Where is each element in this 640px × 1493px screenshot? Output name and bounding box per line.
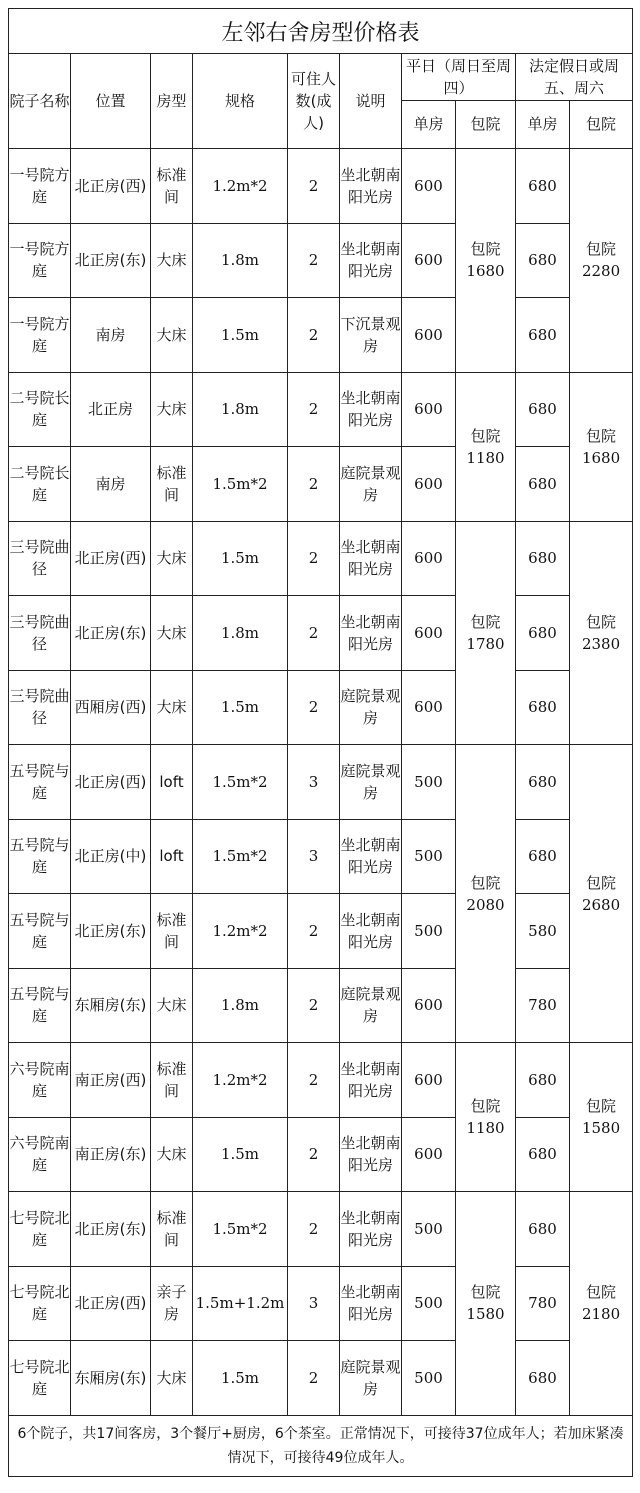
table-row [9,1266,633,1341]
cell-weekday-single: 600 [402,1043,456,1118]
cell-weekday-whole: 包院1580 [456,1192,516,1416]
table-row [9,372,633,447]
cell-weekday-single: 600 [402,372,456,447]
cell-capacity: 2 [288,447,340,522]
cell-room-type: 标准间 [151,447,193,522]
table-row [9,745,633,820]
cell-holiday-single: 680 [516,745,570,820]
table-row [9,298,633,373]
header-holiday: 法定假日或周五、周六 [516,54,633,101]
cell-holiday-single: 780 [516,968,570,1043]
cell-location: 东厢房(东) [71,1341,151,1416]
footer-note: 6个院子，共17间客房，3个餐厅+厨房，6个茶室。正常情况下，可接待37位成年人；若加床紧凑情况下，可接待49位成年人。 [9,1415,633,1476]
cell-spec: 1.5m*2 [193,745,288,820]
cell-location: 北正房(西) [71,521,151,596]
cell-location: 南房 [71,447,151,522]
cell-courtyard: 二号院长庭 [9,447,71,522]
cell-room-type: 大床 [151,298,193,373]
cell-capacity: 3 [288,1266,340,1341]
cell-spec: 1.8m [193,223,288,298]
table-row [9,1043,633,1118]
cell-holiday-whole: 包院2380 [570,521,633,745]
header-weekday-single: 单房 [402,100,456,148]
cell-capacity: 3 [288,819,340,894]
cell-weekday-single: 600 [402,223,456,298]
cell-weekday-whole: 包院1680 [456,149,516,373]
cell-description: 庭院景观房 [340,745,402,820]
table-row [9,1192,633,1267]
cell-holiday-single: 580 [516,894,570,969]
cell-courtyard: 五号院与庭 [9,819,71,894]
cell-holiday-whole: 包院2680 [570,745,633,1043]
cell-holiday-single: 680 [516,1117,570,1192]
cell-spec: 1.5m [193,670,288,745]
cell-holiday-single: 680 [516,298,570,373]
cell-description: 坐北朝南阳光房 [340,1043,402,1118]
cell-holiday-single: 680 [516,521,570,596]
cell-holiday-single: 680 [516,149,570,224]
cell-weekday-single: 500 [402,1192,456,1267]
cell-holiday-single: 680 [516,670,570,745]
cell-description: 坐北朝南阳光房 [340,372,402,447]
cell-weekday-single: 500 [402,819,456,894]
cell-courtyard: 一号院方庭 [9,149,71,224]
cell-capacity: 3 [288,745,340,820]
table-title: 左邻右舍房型价格表 [9,9,633,54]
header-holiday-single: 单房 [516,100,570,148]
cell-courtyard: 六号院南庭 [9,1117,71,1192]
cell-location: 北正房(西) [71,745,151,820]
cell-capacity: 2 [288,298,340,373]
cell-capacity: 2 [288,968,340,1043]
cell-courtyard: 七号院北庭 [9,1341,71,1416]
cell-capacity: 2 [288,1117,340,1192]
table-row [9,968,633,1043]
cell-spec: 1.2m*2 [193,149,288,224]
cell-weekday-single: 600 [402,447,456,522]
table-row [9,596,633,671]
cell-weekday-single: 600 [402,1117,456,1192]
cell-spec: 1.5m [193,1117,288,1192]
cell-weekday-single: 500 [402,1341,456,1416]
cell-description: 坐北朝南阳光房 [340,596,402,671]
cell-location: 南正房(东) [71,1117,151,1192]
cell-weekday-single: 500 [402,894,456,969]
cell-location: 东厢房(东) [71,968,151,1043]
cell-spec: 1.5m+1.2m [193,1266,288,1341]
cell-location: 北正房(东) [71,894,151,969]
cell-weekday-whole: 包院2080 [456,745,516,1043]
cell-room-type: 大床 [151,1117,193,1192]
cell-location: 南正房(西) [71,1043,151,1118]
header-weekday: 平日（周日至周四） [402,54,516,101]
header-courtyard: 院子名称 [9,54,71,149]
table-row [9,819,633,894]
cell-room-type: 亲子房 [151,1266,193,1341]
cell-courtyard: 三号院曲径 [9,670,71,745]
cell-location: 北正房 [71,372,151,447]
cell-capacity: 2 [288,894,340,969]
cell-description: 坐北朝南阳光房 [340,223,402,298]
cell-courtyard: 二号院长庭 [9,372,71,447]
cell-room-type: 大床 [151,372,193,447]
cell-spec: 1.8m [193,372,288,447]
cell-description: 坐北朝南阳光房 [340,149,402,224]
cell-weekday-whole: 包院1180 [456,1043,516,1192]
cell-spec: 1.2m*2 [193,894,288,969]
cell-room-type: 大床 [151,223,193,298]
cell-courtyard: 六号院南庭 [9,1043,71,1118]
cell-courtyard: 一号院方庭 [9,298,71,373]
cell-spec: 1.8m [193,968,288,1043]
cell-description: 坐北朝南阳光房 [340,1266,402,1341]
table-row [9,1117,633,1192]
cell-capacity: 2 [288,1192,340,1267]
cell-room-type: 标准间 [151,894,193,969]
cell-description: 庭院景观房 [340,1341,402,1416]
header-weekday-whole: 包院 [456,100,516,148]
table-body [9,149,633,1416]
cell-description: 庭院景观房 [340,670,402,745]
cell-weekday-single: 600 [402,596,456,671]
cell-holiday-whole: 包院1580 [570,1043,633,1192]
cell-location: 北正房(中) [71,819,151,894]
cell-location: 北正房(东) [71,1192,151,1267]
cell-capacity: 2 [288,521,340,596]
cell-courtyard: 五号院与庭 [9,745,71,820]
header-holiday-whole: 包院 [570,100,633,148]
cell-room-type: 标准间 [151,149,193,224]
cell-description: 坐北朝南阳光房 [340,521,402,596]
cell-location: 北正房(东) [71,596,151,671]
cell-room-type: 大床 [151,596,193,671]
cell-description: 坐北朝南阳光房 [340,819,402,894]
cell-room-type: 标准间 [151,1043,193,1118]
cell-capacity: 2 [288,1043,340,1118]
cell-capacity: 2 [288,372,340,447]
cell-courtyard: 三号院曲径 [9,596,71,671]
table-row [9,521,633,596]
cell-holiday-single: 780 [516,1266,570,1341]
cell-spec: 1.5m [193,298,288,373]
cell-holiday-single: 680 [516,1341,570,1416]
cell-holiday-single: 680 [516,223,570,298]
table-row [9,447,633,522]
cell-capacity: 2 [288,149,340,224]
header-room-type: 房型 [151,54,193,149]
cell-holiday-whole: 包院2180 [570,1192,633,1416]
cell-holiday-whole: 包院2280 [570,149,633,373]
cell-weekday-single: 600 [402,149,456,224]
cell-location: 北正房(西) [71,1266,151,1341]
cell-weekday-single: 600 [402,521,456,596]
cell-location: 南房 [71,298,151,373]
cell-location: 北正房(东) [71,223,151,298]
cell-holiday-whole: 包院1680 [570,372,633,521]
cell-room-type: 大床 [151,670,193,745]
cell-capacity: 2 [288,223,340,298]
cell-holiday-single: 680 [516,1043,570,1118]
price-table [8,8,633,1477]
cell-holiday-single: 680 [516,596,570,671]
cell-courtyard: 七号院北庭 [9,1192,71,1267]
cell-courtyard: 三号院曲径 [9,521,71,596]
cell-courtyard: 五号院与庭 [9,894,71,969]
cell-spec: 1.5m [193,1341,288,1416]
cell-courtyard: 七号院北庭 [9,1266,71,1341]
cell-weekday-single: 500 [402,745,456,820]
cell-capacity: 2 [288,670,340,745]
cell-spec: 1.5m [193,521,288,596]
cell-room-type: 大床 [151,521,193,596]
cell-spec: 1.5m*2 [193,447,288,522]
cell-weekday-whole: 包院1180 [456,372,516,521]
cell-room-type: 大床 [151,1341,193,1416]
cell-holiday-single: 680 [516,819,570,894]
cell-weekday-single: 600 [402,670,456,745]
header-spec: 规格 [193,54,288,149]
table-row [9,223,633,298]
cell-capacity: 2 [288,596,340,671]
table-row [9,894,633,969]
cell-description: 坐北朝南阳光房 [340,894,402,969]
cell-weekday-single: 600 [402,968,456,1043]
table-row [9,1341,633,1416]
cell-courtyard: 一号院方庭 [9,223,71,298]
header-description: 说明 [340,54,402,149]
cell-description: 庭院景观房 [340,447,402,522]
header-location: 位置 [71,54,151,149]
table-row [9,670,633,745]
cell-description: 坐北朝南阳光房 [340,1192,402,1267]
cell-capacity: 2 [288,1341,340,1416]
cell-room-type: 标准间 [151,1192,193,1267]
cell-holiday-single: 680 [516,447,570,522]
cell-courtyard: 五号院与庭 [9,968,71,1043]
cell-description: 坐北朝南阳光房 [340,1117,402,1192]
cell-holiday-single: 680 [516,1192,570,1267]
cell-room-type: 大床 [151,968,193,1043]
cell-description: 下沉景观房 [340,298,402,373]
cell-location: 北正房(西) [71,149,151,224]
cell-weekday-whole: 包院1780 [456,521,516,745]
cell-description: 庭院景观房 [340,968,402,1043]
cell-location: 西厢房(西) [71,670,151,745]
cell-room-type: loft [151,819,193,894]
table-row [9,149,633,224]
cell-holiday-single: 680 [516,372,570,447]
header-capacity: 可住人数(成人) [288,54,340,149]
cell-weekday-single: 500 [402,1266,456,1341]
cell-room-type: loft [151,745,193,820]
cell-weekday-single: 600 [402,298,456,373]
cell-spec: 1.2m*2 [193,1043,288,1118]
cell-spec: 1.5m*2 [193,819,288,894]
cell-spec: 1.5m*2 [193,1192,288,1267]
cell-spec: 1.8m [193,596,288,671]
price-sheet [8,8,632,1477]
